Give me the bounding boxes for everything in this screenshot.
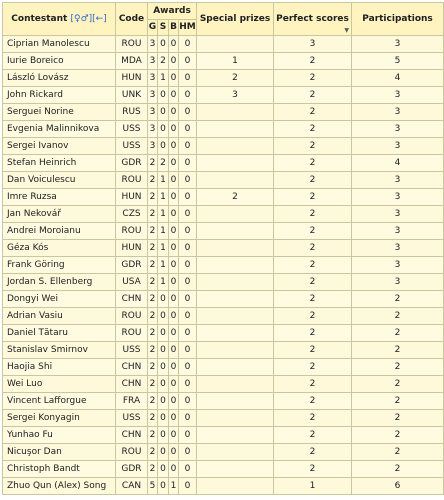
hm-count-cell: 0	[179, 70, 197, 87]
hm-count-cell: 0	[179, 274, 197, 291]
contestants-table	[2, 2, 444, 495]
table-row	[3, 104, 444, 121]
country-code-cell: ROU	[116, 444, 148, 461]
contestant-name-cell: Jan Nekovář	[3, 206, 116, 223]
participations-cell: 2	[352, 410, 444, 427]
silver-count-cell: 1	[158, 274, 169, 291]
header-gold[interactable]: G	[148, 19, 158, 36]
silver-count-cell: 0	[158, 359, 169, 376]
hm-count-cell: 0	[179, 172, 197, 189]
contestant-name-cell: Haojia Shi	[3, 359, 116, 376]
hm-count-cell: 0	[179, 53, 197, 70]
hm-count-cell: 0	[179, 427, 197, 444]
country-code-cell: ROU	[116, 223, 148, 240]
table-row	[3, 121, 444, 138]
table-row	[3, 257, 444, 274]
contestant-name-cell: Iurie Boreico	[3, 53, 116, 70]
special-prizes-cell	[197, 138, 274, 155]
gold-count-cell: 2	[148, 342, 158, 359]
perfect-scores-cell: 2	[274, 393, 352, 410]
contestant-name-cell: Serguei Norine	[3, 104, 116, 121]
hm-count-cell: 0	[179, 325, 197, 342]
bronze-count-cell: 0	[169, 359, 179, 376]
participations-cell: 2	[352, 461, 444, 478]
special-prizes-cell	[197, 461, 274, 478]
country-code-cell: CHN	[116, 291, 148, 308]
gold-count-cell: 2	[148, 172, 158, 189]
bronze-count-cell: 0	[169, 342, 179, 359]
country-code-cell: ROU	[116, 308, 148, 325]
bronze-count-cell: 0	[169, 155, 179, 172]
gold-count-cell: 5	[148, 478, 158, 495]
bronze-count-cell: 0	[169, 291, 179, 308]
table-row	[3, 223, 444, 240]
silver-count-cell: 1	[158, 257, 169, 274]
special-prizes-cell	[197, 478, 274, 495]
perfect-scores-cell: 2	[274, 308, 352, 325]
hm-count-cell: 0	[179, 240, 197, 257]
perfect-scores-cell: 2	[274, 257, 352, 274]
silver-count-cell: 0	[158, 461, 169, 478]
participations-cell: 2	[352, 359, 444, 376]
perfect-scores-cell: 2	[274, 121, 352, 138]
perfect-scores-cell: 2	[274, 291, 352, 308]
bronze-count-cell: 0	[169, 461, 179, 478]
table-row	[3, 189, 444, 206]
participations-cell: 3	[352, 172, 444, 189]
participations-cell: 3	[352, 274, 444, 291]
special-prizes-cell	[197, 393, 274, 410]
special-prizes-cell	[197, 257, 274, 274]
silver-count-cell: 1	[158, 206, 169, 223]
special-prizes-cell: 1	[197, 53, 274, 70]
participations-cell: 5	[352, 53, 444, 70]
table-row	[3, 410, 444, 427]
bronze-count-cell: 0	[169, 70, 179, 87]
table-row	[3, 53, 444, 70]
contestant-name-cell: Yunhao Fu	[3, 427, 116, 444]
country-code-cell: HUN	[116, 70, 148, 87]
contestant-name-cell: Stanislav Smirnov	[3, 342, 116, 359]
gold-count-cell: 2	[148, 376, 158, 393]
perfect-scores-cell: 1	[274, 478, 352, 495]
special-prizes-cell	[197, 206, 274, 223]
header-code[interactable]: Code	[116, 3, 148, 36]
perfect-scores-cell: 2	[274, 359, 352, 376]
country-code-cell: GDR	[116, 461, 148, 478]
bronze-count-cell: 0	[169, 427, 179, 444]
bronze-count-cell: 0	[169, 172, 179, 189]
table-row	[3, 376, 444, 393]
bronze-count-cell: 0	[169, 376, 179, 393]
perfect-scores-cell: 2	[274, 104, 352, 121]
perfect-scores-cell: 2	[274, 206, 352, 223]
perfect-scores-cell: 2	[274, 155, 352, 172]
perfect-scores-cell: 2	[274, 376, 352, 393]
bronze-count-cell: 0	[169, 393, 179, 410]
hm-count-cell: 0	[179, 189, 197, 206]
country-code-cell: CHN	[116, 376, 148, 393]
hm-count-cell: 0	[179, 444, 197, 461]
contestant-name-cell: Jordan S. Ellenberg	[3, 274, 116, 291]
special-prizes-cell	[197, 36, 274, 53]
gold-count-cell: 2	[148, 393, 158, 410]
silver-count-cell: 0	[158, 104, 169, 121]
country-code-cell: CHN	[116, 359, 148, 376]
header-contestant-label: Contestant	[11, 14, 68, 24]
bronze-count-cell: 0	[169, 53, 179, 70]
participations-cell: 2	[352, 376, 444, 393]
country-code-cell: CHN	[116, 427, 148, 444]
table-row	[3, 70, 444, 87]
gold-count-cell: 2	[148, 155, 158, 172]
country-code-cell: GDR	[116, 257, 148, 274]
bronze-count-cell: 0	[169, 325, 179, 342]
silver-count-cell: 0	[158, 36, 169, 53]
table-row	[3, 325, 444, 342]
header-perfect-scores[interactable]	[274, 3, 352, 36]
country-code-cell: ROU	[116, 36, 148, 53]
participations-cell: 4	[352, 155, 444, 172]
country-code-cell: GDR	[116, 155, 148, 172]
bronze-count-cell: 0	[169, 138, 179, 155]
hm-count-cell: 0	[179, 359, 197, 376]
participations-cell: 3	[352, 223, 444, 240]
gold-count-cell: 3	[148, 70, 158, 87]
special-prizes-cell	[197, 376, 274, 393]
special-prizes-cell: 3	[197, 87, 274, 104]
silver-count-cell: 2	[158, 53, 169, 70]
special-prizes-cell	[197, 308, 274, 325]
gold-count-cell: 2	[148, 325, 158, 342]
perfect-scores-cell: 2	[274, 427, 352, 444]
hm-count-cell: 0	[179, 291, 197, 308]
table-row	[3, 461, 444, 478]
table-row	[3, 138, 444, 155]
bronze-count-cell: 0	[169, 274, 179, 291]
silver-count-cell: 0	[158, 291, 169, 308]
hm-count-cell: 0	[179, 410, 197, 427]
gold-count-cell: 2	[148, 274, 158, 291]
silver-count-cell: 0	[158, 393, 169, 410]
silver-count-cell: 1	[158, 172, 169, 189]
hm-count-cell: 0	[179, 87, 197, 104]
gold-count-cell: 2	[148, 461, 158, 478]
table-row	[3, 155, 444, 172]
participations-cell: 2	[352, 444, 444, 461]
country-code-cell: USA	[116, 274, 148, 291]
bronze-count-cell: 0	[169, 308, 179, 325]
gold-count-cell: 3	[148, 53, 158, 70]
gold-count-cell: 3	[148, 87, 158, 104]
gold-count-cell: 3	[148, 138, 158, 155]
silver-count-cell: 0	[158, 121, 169, 138]
participations-cell: 3	[352, 206, 444, 223]
contestant-name-cell: Adrian Vasiu	[3, 308, 116, 325]
perfect-scores-cell: 2	[274, 172, 352, 189]
special-prizes-cell	[197, 121, 274, 138]
country-code-cell: FRA	[116, 393, 148, 410]
special-prizes-cell	[197, 291, 274, 308]
table-row	[3, 444, 444, 461]
sort-descending-icon[interactable]: ▼	[344, 27, 350, 34]
bronze-count-cell: 0	[169, 104, 179, 121]
table-row	[3, 291, 444, 308]
gold-count-cell: 2	[148, 410, 158, 427]
gold-count-cell: 2	[148, 189, 158, 206]
bronze-count-cell: 0	[169, 240, 179, 257]
gold-count-cell: 2	[148, 427, 158, 444]
hm-count-cell: 0	[179, 155, 197, 172]
header-perfect-scores-label: Perfect scores	[276, 14, 349, 24]
gold-count-cell: 3	[148, 36, 158, 53]
perfect-scores-cell: 2	[274, 53, 352, 70]
gold-count-cell: 2	[148, 308, 158, 325]
participations-cell: 6	[352, 478, 444, 495]
silver-count-cell: 0	[158, 376, 169, 393]
country-code-cell: ROU	[116, 325, 148, 342]
participations-cell: 3	[352, 257, 444, 274]
silver-count-cell: 0	[158, 427, 169, 444]
header-awards: Awards	[148, 3, 197, 20]
table-row	[3, 240, 444, 257]
perfect-scores-cell: 2	[274, 240, 352, 257]
hm-count-cell: 0	[179, 223, 197, 240]
table-row	[3, 427, 444, 444]
silver-count-cell: 0	[158, 325, 169, 342]
table-row	[3, 274, 444, 291]
bronze-count-cell: 0	[169, 87, 179, 104]
participations-cell: 3	[352, 138, 444, 155]
country-code-cell: CZS	[116, 206, 148, 223]
participations-cell: 3	[352, 240, 444, 257]
country-code-cell: UNK	[116, 87, 148, 104]
hm-count-cell: 0	[179, 376, 197, 393]
participations-cell: 3	[352, 36, 444, 53]
special-prizes-cell	[197, 410, 274, 427]
bronze-count-cell: 0	[169, 189, 179, 206]
table-row	[3, 172, 444, 189]
contestant-name-cell: Andrei Moroianu	[3, 223, 116, 240]
participations-cell: 3	[352, 87, 444, 104]
hm-count-cell: 0	[179, 257, 197, 274]
bronze-count-cell: 0	[169, 444, 179, 461]
perfect-scores-cell: 2	[274, 189, 352, 206]
silver-count-cell: 0	[158, 478, 169, 495]
perfect-scores-cell: 2	[274, 461, 352, 478]
silver-count-cell: 1	[158, 223, 169, 240]
contestant-name-cell: John Rickard	[3, 87, 116, 104]
perfect-scores-cell: 2	[274, 87, 352, 104]
silver-count-cell: 0	[158, 87, 169, 104]
silver-count-cell: 1	[158, 189, 169, 206]
hm-count-cell: 0	[179, 342, 197, 359]
bronze-count-cell: 0	[169, 257, 179, 274]
special-prizes-cell	[197, 240, 274, 257]
participations-cell: 2	[352, 308, 444, 325]
table-row	[3, 87, 444, 104]
contestant-name-cell: Dongyi Wei	[3, 291, 116, 308]
contestant-name-cell: Daniel Tătaru	[3, 325, 116, 342]
contestant-name-cell: Sergei Konyagin	[3, 410, 116, 427]
contestant-name-cell: Imre Ruzsa	[3, 189, 116, 206]
perfect-scores-cell: 2	[274, 70, 352, 87]
hm-count-cell: 0	[179, 36, 197, 53]
hm-count-cell: 0	[179, 478, 197, 495]
header-participations[interactable]: Participations	[352, 3, 444, 36]
silver-count-cell: 0	[158, 342, 169, 359]
special-prizes-cell	[197, 155, 274, 172]
hm-count-cell: 0	[179, 461, 197, 478]
hm-count-cell: 0	[179, 121, 197, 138]
country-code-cell: CAN	[116, 478, 148, 495]
participations-cell: 2	[352, 325, 444, 342]
silver-count-cell: 2	[158, 155, 169, 172]
gold-count-cell: 2	[148, 240, 158, 257]
silver-count-cell: 0	[158, 444, 169, 461]
special-prizes-cell	[197, 172, 274, 189]
table-row	[3, 359, 444, 376]
special-prizes-cell	[197, 274, 274, 291]
table-row	[3, 308, 444, 325]
header-bronze[interactable]: B	[169, 19, 179, 36]
participations-cell: 2	[352, 342, 444, 359]
special-prizes-cell	[197, 104, 274, 121]
gold-count-cell: 2	[148, 291, 158, 308]
gold-count-cell: 2	[148, 223, 158, 240]
contestant-name-cell: Evgenia Malinnikova	[3, 121, 116, 138]
perfect-scores-cell: 2	[274, 342, 352, 359]
silver-count-cell: 1	[158, 240, 169, 257]
table-row	[3, 36, 444, 53]
header-special-prizes[interactable]: Special prizes	[197, 3, 274, 36]
contestant-name-cell: Wei Luo	[3, 376, 116, 393]
perfect-scores-cell: 2	[274, 138, 352, 155]
hm-count-cell: 0	[179, 308, 197, 325]
contestant-name-cell: Stefan Heinrich	[3, 155, 116, 172]
contestant-name-cell: Géza Kós	[3, 240, 116, 257]
country-code-cell: HUN	[116, 240, 148, 257]
table-row	[3, 478, 444, 495]
country-code-cell: USS	[116, 138, 148, 155]
contestant-name-cell: Nicuşor Dan	[3, 444, 116, 461]
special-prizes-cell	[197, 342, 274, 359]
contestant-name-cell: Ciprian Manolescu	[3, 36, 116, 53]
bronze-count-cell: 1	[169, 478, 179, 495]
gold-count-cell: 2	[148, 444, 158, 461]
table-row	[3, 393, 444, 410]
contestant-name-cell: Dan Voiculescu	[3, 172, 116, 189]
contestant-name-cell: Sergei Ivanov	[3, 138, 116, 155]
special-prizes-cell	[197, 427, 274, 444]
perfect-scores-cell: 2	[274, 325, 352, 342]
gold-count-cell: 3	[148, 121, 158, 138]
country-code-cell: USS	[116, 121, 148, 138]
header-contestant-links[interactable]: [♀♂][←]	[70, 14, 107, 24]
special-prizes-cell	[197, 223, 274, 240]
gold-count-cell: 2	[148, 206, 158, 223]
participations-cell: 2	[352, 427, 444, 444]
header-honorable-mention[interactable]: HM	[179, 19, 197, 36]
bronze-count-cell: 0	[169, 223, 179, 240]
special-prizes-cell: 2	[197, 70, 274, 87]
gold-count-cell: 2	[148, 359, 158, 376]
header-contestant[interactable]	[3, 3, 116, 36]
bronze-count-cell: 0	[169, 36, 179, 53]
gold-count-cell: 3	[148, 104, 158, 121]
silver-count-cell: 0	[158, 308, 169, 325]
bronze-count-cell: 0	[169, 121, 179, 138]
contestant-name-cell: Zhuo Qun (Alex) Song	[3, 478, 116, 495]
country-code-cell: HUN	[116, 189, 148, 206]
table-row	[3, 342, 444, 359]
participations-cell: 3	[352, 121, 444, 138]
hm-count-cell: 0	[179, 138, 197, 155]
contestant-name-cell: Frank Göring	[3, 257, 116, 274]
country-code-cell: USS	[116, 410, 148, 427]
perfect-scores-cell: 3	[274, 36, 352, 53]
silver-count-cell: 0	[158, 410, 169, 427]
participations-cell: 2	[352, 291, 444, 308]
contestant-name-cell: László Lovász	[3, 70, 116, 87]
bronze-count-cell: 0	[169, 206, 179, 223]
special-prizes-cell	[197, 444, 274, 461]
country-code-cell: USS	[116, 342, 148, 359]
special-prizes-cell: 2	[197, 189, 274, 206]
hm-count-cell: 0	[179, 206, 197, 223]
silver-count-cell: 1	[158, 70, 169, 87]
hm-count-cell: 0	[179, 393, 197, 410]
perfect-scores-cell: 2	[274, 274, 352, 291]
participations-cell: 4	[352, 70, 444, 87]
participations-cell: 3	[352, 189, 444, 206]
gold-count-cell: 2	[148, 257, 158, 274]
special-prizes-cell	[197, 325, 274, 342]
participations-cell: 3	[352, 104, 444, 121]
header-silver[interactable]: S	[158, 19, 169, 36]
hm-count-cell: 0	[179, 104, 197, 121]
contestant-name-cell: Vincent Lafforgue	[3, 393, 116, 410]
contestant-name-cell: Christoph Bandt	[3, 461, 116, 478]
perfect-scores-cell: 2	[274, 223, 352, 240]
table-row	[3, 206, 444, 223]
silver-count-cell: 0	[158, 138, 169, 155]
perfect-scores-cell: 2	[274, 410, 352, 427]
special-prizes-cell	[197, 359, 274, 376]
country-code-cell: RUS	[116, 104, 148, 121]
country-code-cell: ROU	[116, 172, 148, 189]
participations-cell: 2	[352, 393, 444, 410]
country-code-cell: MDA	[116, 53, 148, 70]
bronze-count-cell: 0	[169, 410, 179, 427]
perfect-scores-cell: 2	[274, 444, 352, 461]
